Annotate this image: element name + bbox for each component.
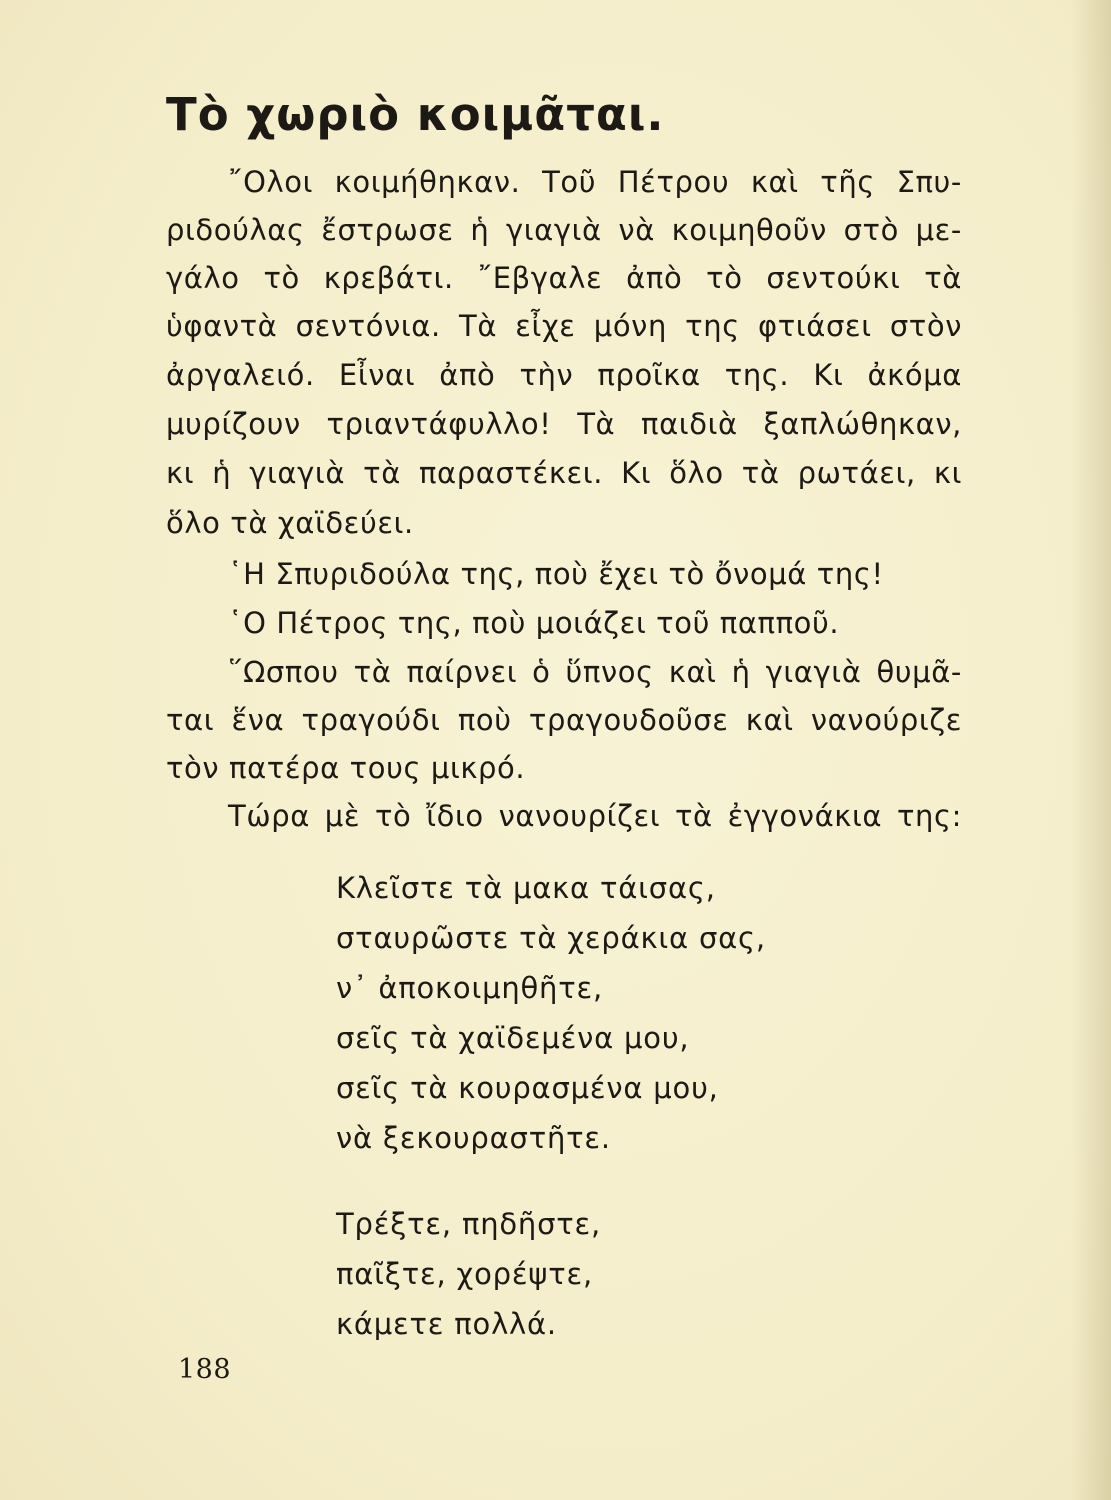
poem-line: Τρέξτε, πηδῆστε,: [336, 1207, 602, 1241]
text-line: ὑφαντὰ σεντόνια. Τὰ εἶχε μόνη της φτιάσει στὸν: [166, 309, 962, 343]
text-line: ται ἕνα τραγούδι ποὺ τραγουδοῦσε καὶ νανούριζε: [166, 703, 962, 737]
text-line: ῎Ολοι κοιμήθηκαν. Τοῦ Πέτρου καὶ τῆς Σπυ-: [228, 165, 962, 199]
poem-line: σεῖς τὰ χαϊδεμένα μου,: [336, 1021, 690, 1055]
chapter-title: Τὸ χωριὸ κοιμᾶται.: [166, 88, 665, 141]
poem-line: νὰ ξεκουραστῆτε.: [336, 1121, 611, 1155]
text-line: ριδούλας ἔστρωσε ἡ γιαγιὰ νὰ κοιμηθοῦν στὸ με-: [166, 213, 962, 247]
page-number: 188: [178, 1354, 232, 1385]
text-line: ὅλο τὰ χαϊδεύει.: [166, 506, 414, 540]
poem-line: ν᾽ ἀποκοιμηθῆτε,: [336, 971, 603, 1005]
text-line: Τώρα μὲ τὸ ἴδιο νανουρίζει τὰ ἐγγονάκια της:: [228, 799, 962, 833]
text-line: γάλο τὸ κρεβάτι. ῎Εβγαλε ἀπὸ τὸ σεντούκι τὰ: [166, 261, 962, 295]
text-line: ῞Ωσπου τὰ παίρνει ὁ ὕπνος καὶ ἡ γιαγιὰ θυμᾶ-: [228, 655, 962, 689]
poem-line: Κλεῖστε τὰ μακα τάισας,: [336, 871, 716, 905]
poem-line: παῖξτε, χορέψτε,: [336, 1257, 593, 1291]
poem-line: σεῖς τὰ κουρασμένα μου,: [336, 1071, 719, 1105]
text-line: μυρίζουν τριαντάφυλλο! Τὰ παιδιὰ ξαπλώθηκαν,: [166, 407, 962, 441]
text-line: κι ἡ γιαγιὰ τὰ παραστέκει. Κι ὅλο τὰ ρωτάει, κι: [166, 456, 962, 490]
text-line: ῾Η Σπυριδούλα της, ποὺ ἔχει τὸ ὄνομά της!: [228, 557, 884, 591]
text-line: ἀργαλειό. Εἶναι ἀπὸ τὴν προῖκα της. Κι ἀκόμα: [166, 358, 962, 392]
text-line: τὸν πατέρα τους μικρό.: [166, 751, 526, 785]
poem-line: κάμετε πολλά.: [336, 1307, 557, 1341]
page-edge-shadow: [1071, 0, 1111, 1500]
poem-line: σταυρῶστε τὰ χεράκια σας,: [336, 921, 766, 955]
text-line: ῾Ο Πέτρος της, ποὺ μοιάζει τοῦ παπποῦ.: [228, 606, 840, 640]
